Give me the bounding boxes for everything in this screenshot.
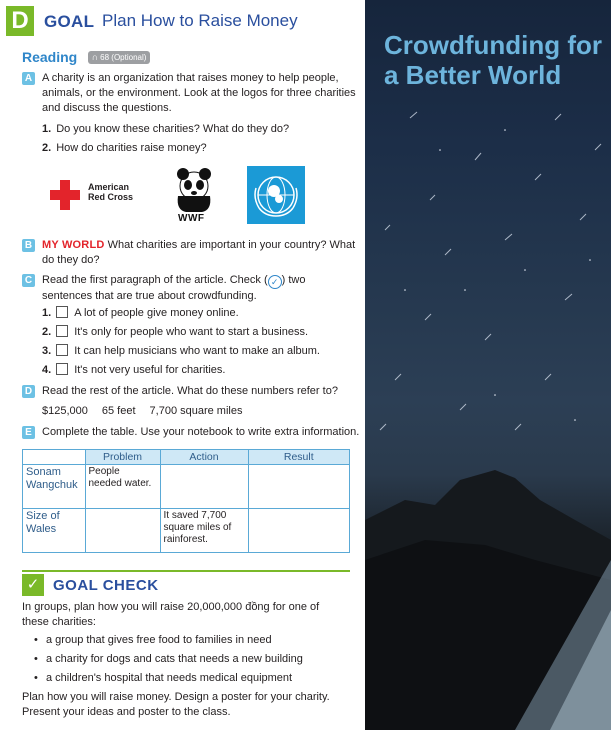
goal-title: Plan How to Raise Money [102,11,298,30]
activity-c-badge: C [22,274,35,287]
activity-c-item-1: 1. A lot of people give money online. [42,307,239,319]
panda-icon [172,166,216,212]
problem-action-result-table [22,449,350,553]
night-sky-mountain-illustration [365,0,611,730]
unicef-logo [247,166,305,224]
activity-d-badge: D [22,385,35,398]
red-cross-logo: American Red Cross [50,180,145,210]
activity-c-item-4: 4. It's not very useful for charities. [42,364,226,376]
goal-check-title: GOAL CHECK [53,577,159,594]
activity-c-item-2: 2. It's only for people who want to start a business. [42,326,309,338]
wwf-wordmark: WWF [178,213,205,224]
table-row: Size of Wales It saved 7,700 square miles of rainforest. [23,508,349,552]
goal-check-divider [22,570,350,572]
activity-d-numbers: $125,000 65 feet 7,700 square miles [42,405,243,417]
activity-c-item-3: 3. It can help musicians who want to make an album. [42,345,320,357]
activity-a-question-2: 2. How do charities raise money? [42,142,207,154]
activity-b-instructions: MY WORLD What charities are important in your country? What do they do? [42,239,356,266]
goal-check-icon: ✓ [22,574,44,596]
table-header-result: Result [248,450,349,464]
wwf-logo [172,166,216,224]
activity-a-question-1: 1. Do you know these charities? What do they do? [42,123,290,135]
activity-b-badge: B [22,239,35,252]
checkbox[interactable] [56,363,68,375]
headphones-icon: ∩ [91,52,99,62]
checkbox[interactable] [56,306,68,318]
red-cross-icon [50,180,80,210]
table-header-action: Action [160,450,248,464]
lesson-letter-badge: D [6,6,34,36]
goal-check-outro: Plan how you will raise money. Design a poster for your charity. Present your ideas and poster to the class. [22,691,330,718]
table-header-problem: Problem [85,450,160,464]
table-row: Sonam Wangchuk People needed water. [23,464,349,508]
goal-check-bullet-1: • a group that gives free food to families in need [46,633,272,648]
lesson-header [0,4,365,40]
audio-track-badge[interactable]: ∩ 68 (Optional) [88,51,151,64]
goal-check-bullet-3: • a children's hospital that needs medical equipment [46,671,292,686]
goal-check-bullet-2: • a charity for dogs and cats that needs a new building [46,652,303,667]
table-header-blank [23,450,85,464]
goal-label: GOAL [44,12,95,31]
activity-c-instructions: Read the first paragraph of the article. Check ( ✓ ) two sentences that are true about crowdfunding. [42,274,306,302]
activity-a-instructions: A charity is an organization that raises money to help people, animals, or the environment. Look at the logos for three charities and discuss the questions. [42,72,356,114]
goal-check-intro: In groups, plan how you will raise 20,000,000 đồng for one of these charities: [22,601,320,628]
reading-heading: Reading [22,49,78,65]
crowdfunding-photo [365,0,611,730]
reading-heading-row [22,49,150,67]
unicef-emblem-icon [247,166,305,224]
checkbox[interactable] [56,325,68,337]
checkmark-icon: ✓ [268,275,282,289]
activity-d-instructions: Read the rest of the article. What do these numbers refer to? [42,385,338,397]
checkbox[interactable] [56,344,68,356]
activity-e-instructions: Complete the table. Use your notebook to write extra information. [42,426,360,438]
photo-title: Crowdfunding for a Better World [384,30,603,90]
activity-a-badge: A [22,72,35,85]
activity-e-badge: E [22,426,35,439]
